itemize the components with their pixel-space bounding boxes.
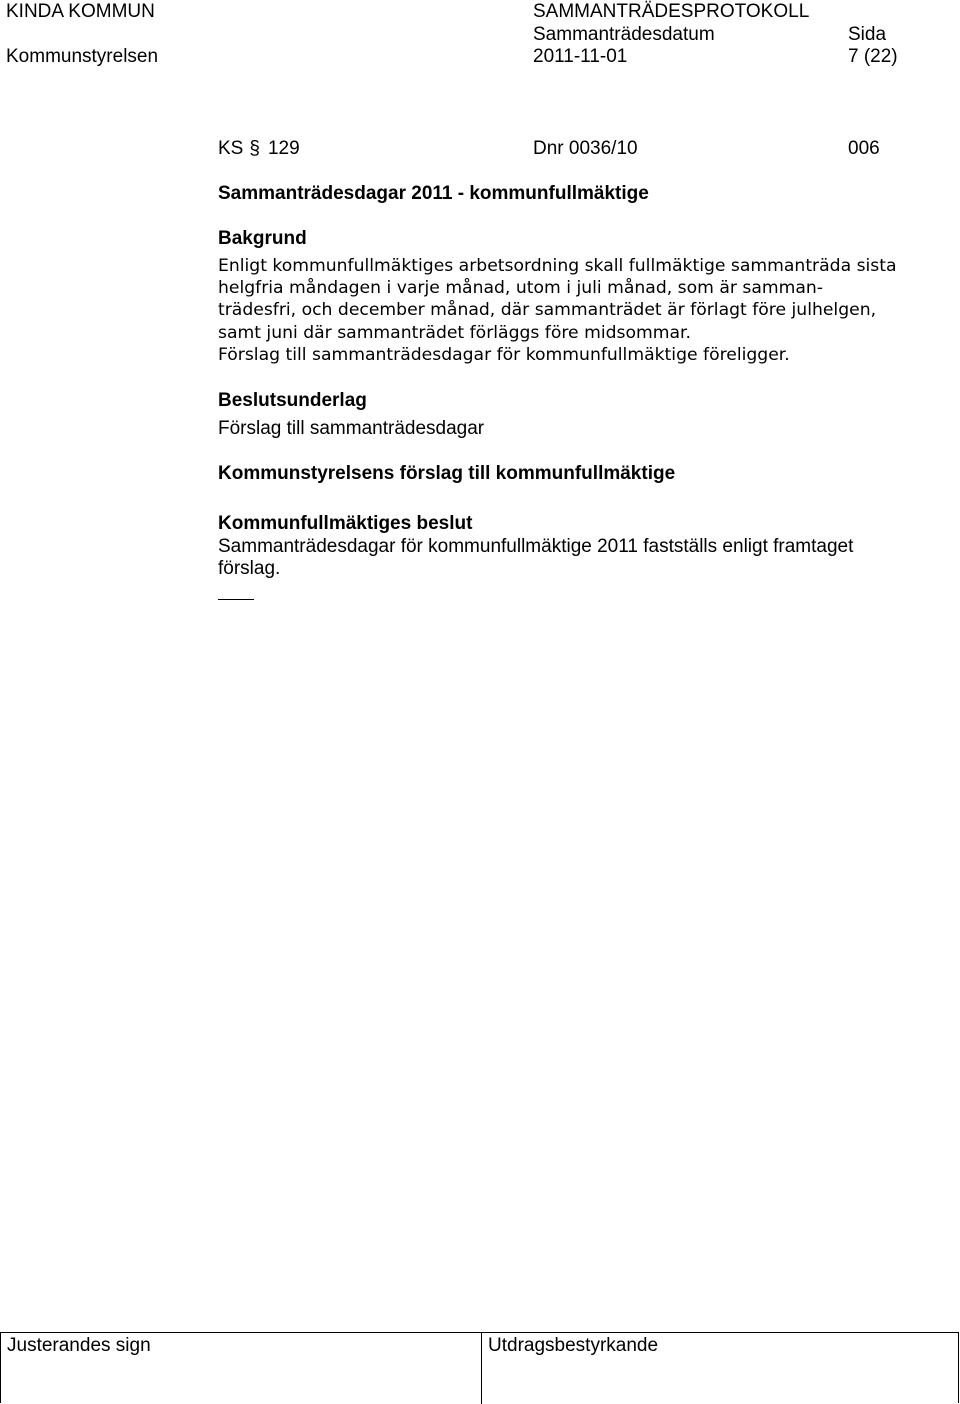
meeting-date: 2011-11-01 <box>533 46 628 67</box>
org-name: KINDA KOMMUN <box>6 1 155 22</box>
committee-name: Kommunstyrelsen <box>6 46 159 67</box>
signature-footer <box>0 1332 959 1403</box>
kf-beslut-heading: Kommunfullmäktiges beslut <box>218 513 473 534</box>
date-label: Sammanträdesdatum <box>533 24 715 45</box>
kf-beslut-line-1: Sammanträdesdagar för kommunfullmäktige 2011 fastställs enligt framtaget <box>218 536 854 557</box>
ks-prefix: KS <box>218 138 244 159</box>
ks-forslag-heading: Kommunstyrelsens förslag till kommunfullmäktige <box>218 463 676 484</box>
bakgrund-heading: Bakgrund <box>218 228 307 249</box>
beslutsunderlag-heading: Beslutsunderlag <box>218 390 367 411</box>
bakgrund-line-4: samt juni där sammanträdet förläggs före midsommar. <box>218 323 691 343</box>
beslutsunderlag-text: Förslag till sammanträdesdagar <box>218 418 485 439</box>
justerandes-sign-label: Justerandes sign <box>7 1335 151 1356</box>
page-number: 7 (22) <box>848 46 898 67</box>
kf-beslut-line-2: förslag. <box>218 558 281 579</box>
page-label: Sida <box>848 24 887 45</box>
ks-number: 129 <box>267 138 300 159</box>
bakgrund-line-5: Förslag till sammanträdesdagar för kommunfullmäktige föreligger. <box>218 345 790 365</box>
end-rule <box>218 599 254 600</box>
case-title: Sammanträdesdagar 2011 - kommunfullmäktige <box>218 183 649 204</box>
bakgrund-line-1: Enligt kommunfullmäktiges arbetsordning skall fullmäktige sammanträda sista <box>218 256 897 276</box>
bakgrund-line-3: trädesfri, och december månad, där sammanträdet är förlagt före julhelgen, <box>218 300 877 320</box>
utdragsbestyrkande-label: Utdragsbestyrkande <box>488 1335 659 1356</box>
archive-code: 006 <box>848 138 880 159</box>
document-type: SAMMANTRÄDESPROTOKOLL <box>533 1 810 22</box>
case-number <box>218 138 300 160</box>
bakgrund-line-2: helgfria måndagen i varje månad, utom i juli månad, som är samman- <box>218 278 824 298</box>
section-symbol: § <box>249 138 260 159</box>
footer-divider <box>481 1333 482 1404</box>
diary-number: Dnr 0036/10 <box>533 138 638 159</box>
